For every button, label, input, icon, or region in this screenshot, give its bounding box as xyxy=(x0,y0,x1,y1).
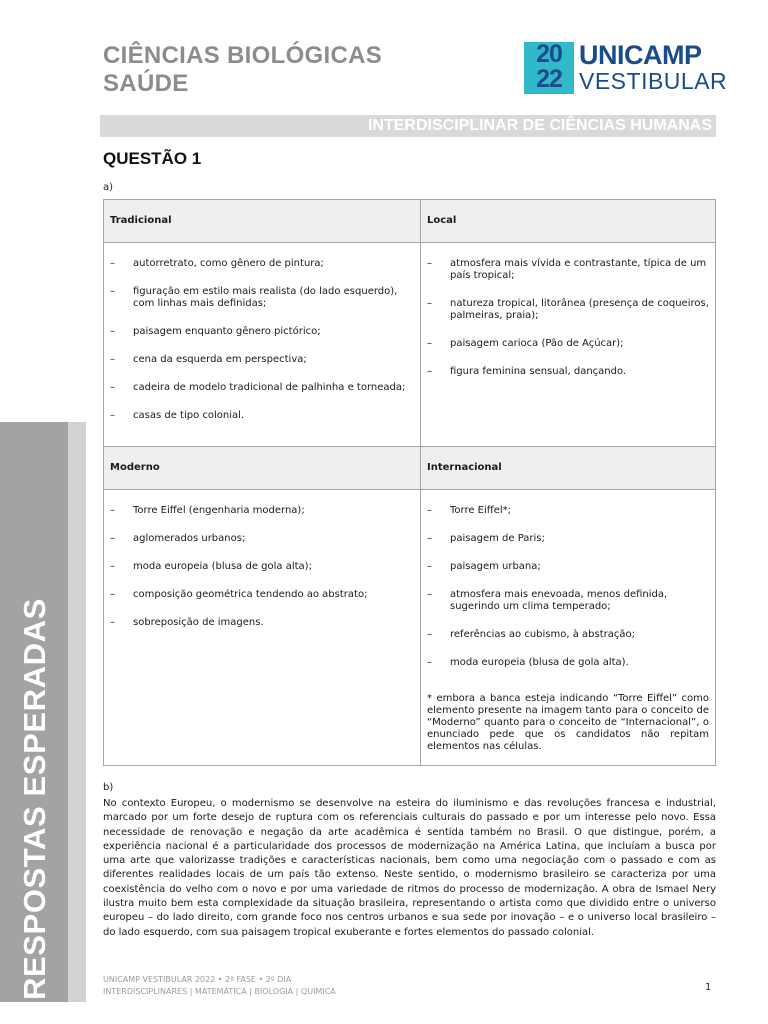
category-line-2: SAÚDE xyxy=(103,70,189,97)
list-item: – Torre Eiffel (engenharia moderna); xyxy=(110,505,414,517)
list-item: – casas de tipo colonial. xyxy=(110,410,414,422)
logo-year-top: 20 xyxy=(536,40,562,68)
logo-subtitle: VESTIBULAR xyxy=(579,68,728,94)
list-item: – atmosfera mais enevoada, menos definida, sugerindo um clima temperado; xyxy=(427,589,709,613)
sidebar-label: RESPOSTAS ESPERADAS xyxy=(17,598,52,1000)
list-item: – composição geométrica tendendo ao abstrato; xyxy=(110,589,414,601)
list-local xyxy=(421,243,715,402)
logo-name: UNICAMP xyxy=(579,40,702,70)
unicamp-logo xyxy=(524,40,728,94)
list-item: – autorretrato, como gênero de pintura; xyxy=(110,258,414,270)
cell-moderno xyxy=(104,490,421,766)
list-item: – paisagem de Paris; xyxy=(427,533,709,545)
list-tradicional xyxy=(104,243,420,446)
logo-year-mark xyxy=(524,42,574,94)
part-a-label: a) xyxy=(103,182,114,193)
list-item: – figuração em estilo mais realista (do lado esquerdo), com linhas mais definidas; xyxy=(110,286,414,310)
list-item: – natureza tropical, litorânea (presença de coqueiros, palmeiras, praia); xyxy=(427,298,709,322)
list-item: – figura feminina sensual, dançando. xyxy=(427,366,709,378)
cell-internacional xyxy=(421,490,716,766)
answer-table xyxy=(103,199,716,766)
list-item: – cena da esquerda em perspectiva; xyxy=(110,354,414,366)
section-bar xyxy=(100,115,716,137)
logo-year-bottom: 22 xyxy=(536,65,562,93)
list-item: – referências ao cubismo, à abstração; xyxy=(427,629,709,641)
answer-b-paragraph: No contexto Europeu, o modernismo se desenvolve na esteira do iluminismo e das revoluções francesa e industrial, marcado por um forte desejo de ruptura com os referenciais culturais do passado e por um interesse pelo novo. Essa necessidade de renovação e negação da arte acadêmica é sentida também no Brasil. O que distingue, porém, a experiência nacional é a particularidade dos processos de modernização na América Latina, que incluíam a busca por uma arte que valorizasse tradições e características nacionais, bem como uma negociação com o passado e com as diferentes realidades locais de um país tão extenso. Neste sentido, o modernismo brasileiro se caracteriza por uma coexistência do velho com o novo e por uma variedade de ritmos do processo de modernização. A obra de Ismael Nery ilustra muito bem esta complexidade da situação brasileira, representando o artista como que dividido entre o universo europeu – do lado direito, com grande foco nos centros urbanos e sua sede por inovação – e o universo local brasileiro – do lado esquerdo, com sua paisagem tropical exuberante e fortes elementos do passado colonial. xyxy=(103,798,716,938)
footer xyxy=(103,974,336,998)
list-item: – cadeira de modelo tradicional de palhinha e torneada; xyxy=(110,382,414,394)
cell-tradicional xyxy=(104,243,421,447)
list-item: – moda europeia (blusa de gola alta). xyxy=(427,657,709,669)
section-bar-title: INTERDISCIPLINAR DE CIÊNCIAS HUMANAS xyxy=(367,117,712,134)
page-number: 1 xyxy=(705,982,712,993)
list-item: – moda europeia (blusa de gola alta); xyxy=(110,561,414,573)
list-item: – atmosfera mais vívida e contrastante, típica de um país tropical; xyxy=(427,258,709,282)
list-item: – Torre Eiffel*; xyxy=(427,505,709,517)
internacional-footnote: * embora a banca esteja indicando “Torre Eiffel” como elemento presente na imagem tanto para o conceito de “Moderno” quanto para o conceito de “Internacional”, o enunciado pede que os candidatos não repitam elementos nas células. xyxy=(427,693,709,752)
question-title: QUESTÃO 1 xyxy=(103,149,202,168)
header-local: Local xyxy=(421,200,716,243)
list-item: – paisagem carioca (Pão de Açúcar); xyxy=(427,338,709,350)
cell-local xyxy=(421,243,716,447)
list-moderno xyxy=(104,490,420,653)
list-item: – paisagem urbana; xyxy=(427,561,709,573)
header-internacional: Internacional xyxy=(421,447,716,490)
category-line-1: CIÊNCIAS BIOLÓGICAS xyxy=(103,42,383,69)
header-moderno: Moderno xyxy=(104,447,421,490)
list-internacional xyxy=(421,490,715,693)
part-b-label: b) xyxy=(103,782,114,793)
list-item: – paisagem enquanto gênero pictórico; xyxy=(110,326,414,338)
list-item: – aglomerados urbanos; xyxy=(110,533,414,545)
category-heading xyxy=(103,42,382,98)
sidebar-stripe xyxy=(68,422,86,1002)
footer-line-2: INTERDISCIPLINARES | MATEMÁTICA | BIOLOGIA | QUÍMICA xyxy=(103,987,336,996)
list-item: – sobreposição de imagens. xyxy=(110,617,414,629)
footer-line-1: UNICAMP VESTIBULAR 2022 • 2ª FASE • 2º DIA xyxy=(103,975,292,984)
header-tradicional: Tradicional xyxy=(104,200,421,243)
